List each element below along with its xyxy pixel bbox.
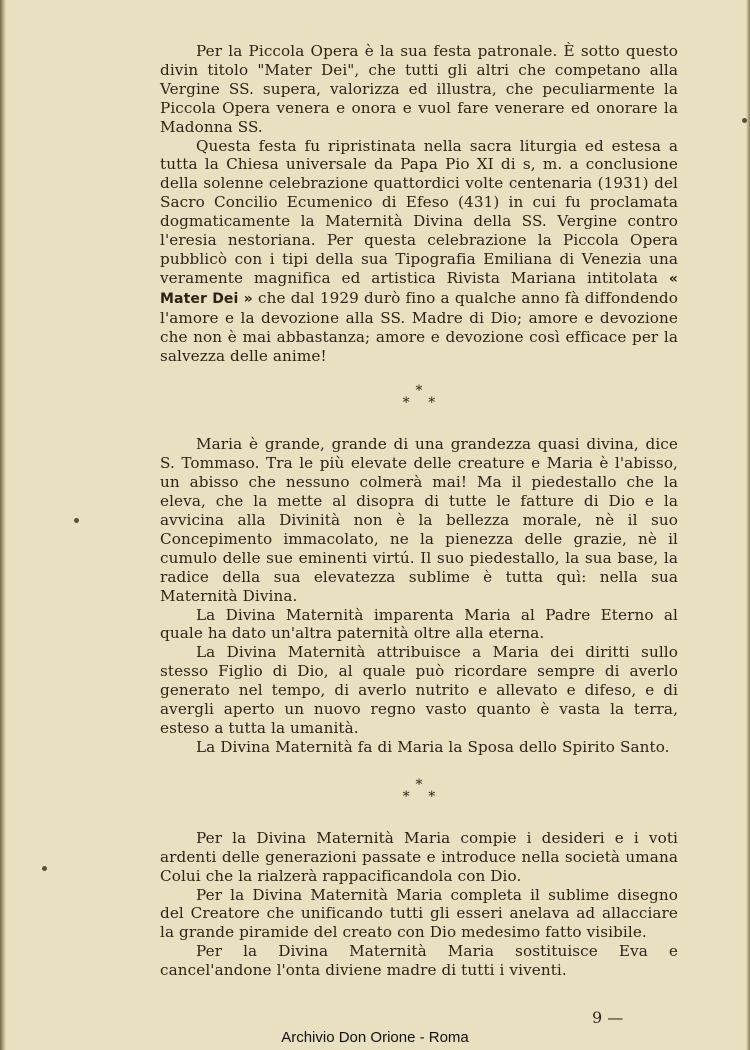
paragraph-text: che dal 1929 durò fino a qualche anno fà diffondendo l'amore e la devozione alla SS. Madre di Dio; amore e devozione che non è mai abbastanza; amore e devozione così efficace per la salvezza delle anime!: [160, 288, 679, 365]
margin-speck: [742, 118, 747, 123]
section-separator: [160, 771, 678, 811]
margin-speck: [42, 866, 47, 871]
separator-stars: * *: [402, 395, 436, 412]
section-separator: [160, 377, 678, 417]
document-body: [160, 42, 678, 980]
page-number: 9 —: [592, 1008, 624, 1027]
separator-star: *: [415, 383, 423, 400]
separator-star: *: [415, 776, 423, 793]
paragraph-intro: Per la Piccola Opera è la sua festa patronale. È sotto questo divin titolo "Mater Dei", che tutti gli altri che competano alla Vergine SS. supera, valorizza ed illustra, che peculiarmente la Piccola Opera venera e onora e vuol fare venerare ed onorare la Madonna SS.: [160, 42, 678, 136]
paragraph-desires: Per la Divina Maternità Maria compie i desideri e i voti ardenti delle generazioni passate e introduce nella società umana Colui che la rialzerà rappacificandola con Dio.: [160, 828, 678, 885]
paragraph-greatness: Maria è grande, grande di una grandezza quasi divina, dice S. Tommaso. Tra le più elevate delle creature e Maria è l'abisso, un abisso che nessuno colmerà mai! Ma il piedestallo che la eleva, che la mette al disopra di tutte le fatture di Dio e la avvicina alla Divinità non è la bellezza morale, nè il suo Concepimento immacolato, ne la pienezza delle grazie, nè il cumulo delle sue eminenti virtú. Il suo piedestallo, la sua base, la radice della sua elevatezza sublime è tutta quì: nella sua Maternità Divina.: [160, 435, 678, 605]
paragraph-feast-history: [160, 137, 678, 366]
paragraph-spirit: La Divina Maternità fa di Maria la Sposa dello Spirito Santo.: [196, 737, 670, 756]
archive-label: Archivio Don Orione - Roma: [275, 1029, 475, 1046]
paragraph-son: La Divina Maternità attribuisce a Maria dei diritti sullo stesso Figlio di Dio, al quale può ricordare sempre di averlo generato nel tempo, di averlo nutrito e allevato e difeso, e di avergli aperto un nuovo regno vasto quanto è vasta la terra, esteso a tutta la umanità.: [160, 643, 678, 737]
paragraph-eve: Per la Divina Maternità Maria sostituisce Eva e cancel'andone l'onta diviene madre di tutti i viventi.: [160, 942, 678, 980]
separator-stars: * *: [402, 788, 436, 805]
magazine-title: « Mater Dei »: [160, 270, 678, 307]
paragraph-text: Questa festa fu ripristinata nella sacra liturgia ed estesa a tutta la Chiesa universale da Papa Pio XI di s, m. a conclusione della solenne celebrazione quattordici volte centenaria (1931) del Sacro Concilio Ecumenico di Efeso (431) in cui fu proclamata dogmaticamente la Maternità Divina della SS. Vergine contro l'eresia nestoriana. Per questa celebrazione la Piccola Opera pubblicò con i tipi della sua Tipografia Emiliana di Venezia una veramente magnifica ed artistica Rivista Mariana intitolata: [160, 136, 678, 287]
page-edge-left: [0, 0, 6, 1050]
archive-footer: [0, 1028, 750, 1048]
paragraph-design: Per la Divina Maternità Maria completa il sublime disegno del Creatore che unificando tutti gli esseri anelava ad allacciare la grande piramide del creato con Dio medesimo fatto visibile.: [160, 885, 678, 942]
paragraph-father: La Divina Maternità imparenta Maria al Padre Eterno al quale ha dato un'altra paternità oltre alla eterna.: [160, 605, 678, 643]
page-edge-right: [746, 0, 750, 1050]
margin-speck: [74, 518, 79, 523]
